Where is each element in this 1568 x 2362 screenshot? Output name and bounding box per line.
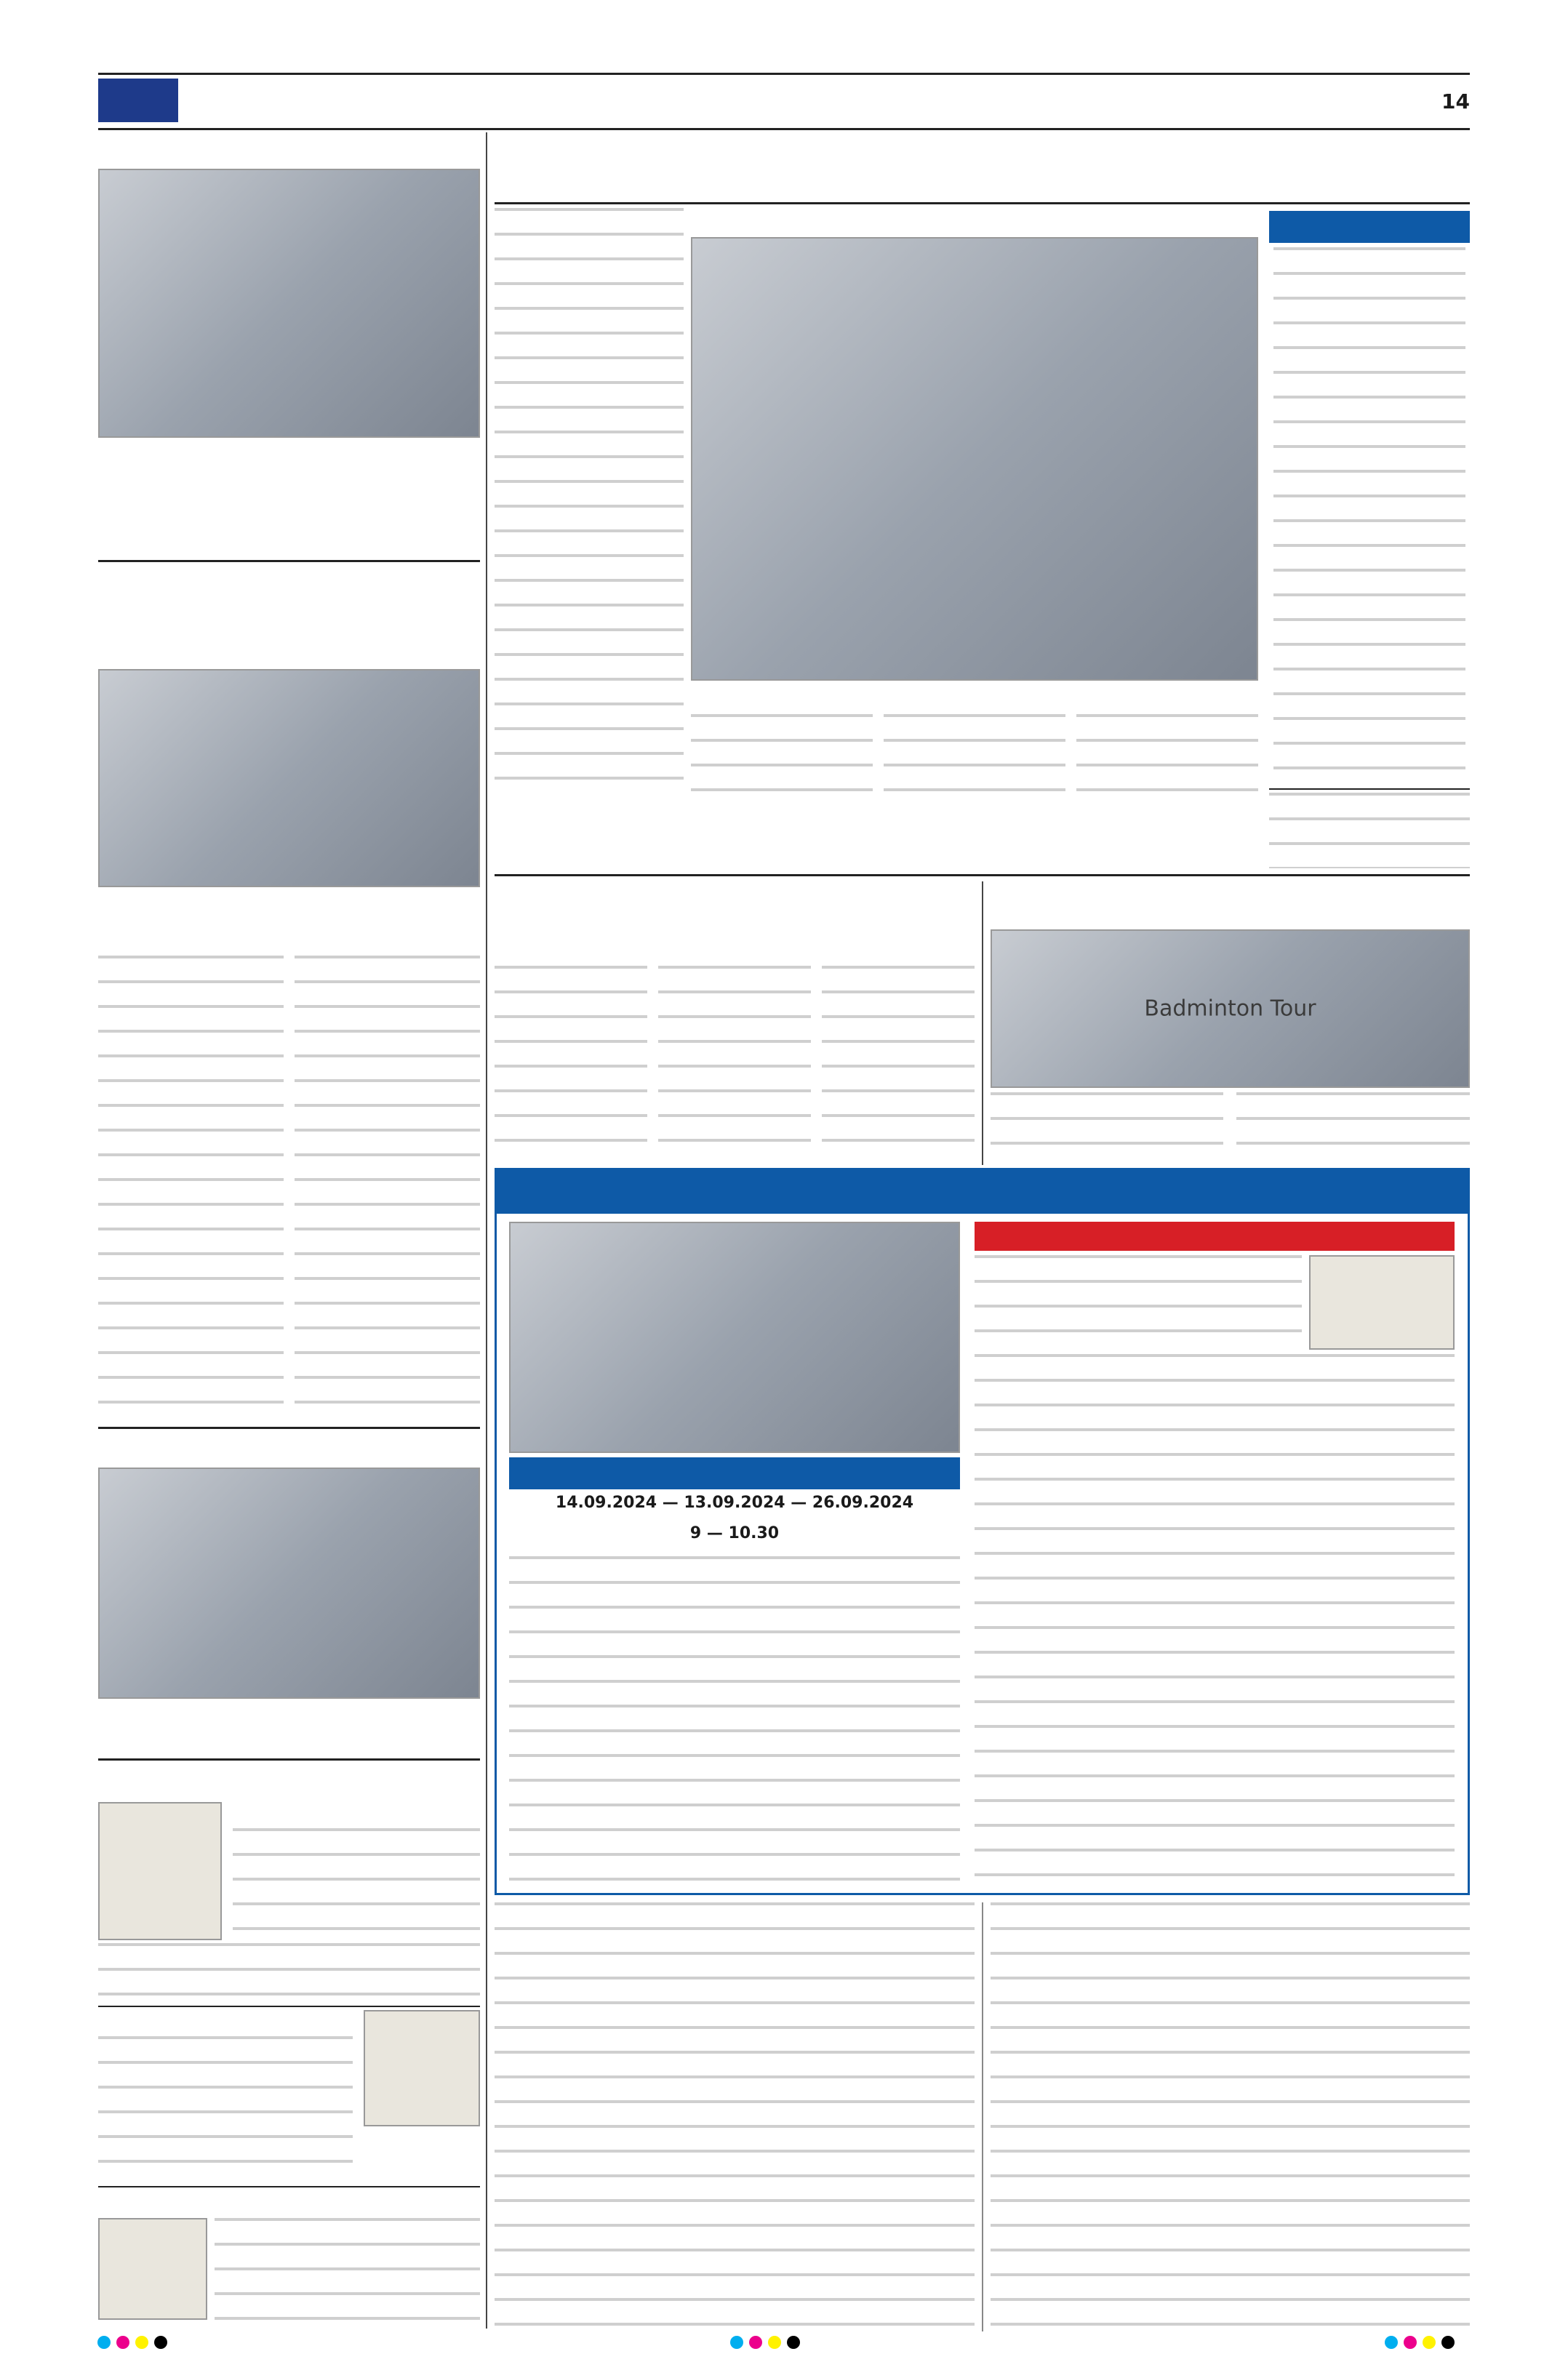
obituary-section-title xyxy=(98,1766,480,1798)
obituary-3-body xyxy=(215,2218,480,2320)
showroom-headline xyxy=(98,137,476,166)
dasara-caption xyxy=(98,890,480,953)
badminton-photo-banner: Badminton Tour xyxy=(1144,996,1316,1022)
lower-events-left xyxy=(495,1902,975,2331)
dasara-body-col-1 xyxy=(98,956,284,1421)
reservation-body-col-2 xyxy=(658,966,811,1161)
badminton-headline xyxy=(991,881,1470,925)
obituary-photo-2 xyxy=(364,2010,480,2126)
registration-marks-left xyxy=(95,2336,255,2353)
mid-separator xyxy=(982,881,983,1165)
badminton-body-col-2 xyxy=(1236,1092,1470,1161)
masthead-bottom-rule xyxy=(98,128,1470,130)
lead-photo-caption xyxy=(691,684,1258,710)
lower-separator xyxy=(982,1902,983,2331)
obituary-2-body xyxy=(98,2036,353,2182)
showroom-caption xyxy=(98,441,480,557)
lead-bottom-rule xyxy=(495,874,1470,876)
lead-body-col-4 xyxy=(1076,714,1258,797)
top-rule xyxy=(98,73,1470,75)
district-headline xyxy=(98,1434,480,1463)
lead-body-col-1 xyxy=(495,208,684,797)
akashavani-title xyxy=(975,1222,1455,1251)
registration-marks-right xyxy=(1382,2336,1542,2353)
obituary-1-body-cont xyxy=(98,1943,480,2001)
obituary-divider-2 xyxy=(98,2186,480,2187)
left-divider-2 xyxy=(98,1427,480,1429)
reservation-body-col-1 xyxy=(495,966,647,1161)
dasara-body-col-2 xyxy=(295,956,480,1421)
left-divider-1 xyxy=(98,560,480,562)
registration-marks-center xyxy=(727,2336,887,2353)
lead-rule xyxy=(495,202,1470,204)
sidebar-box-title xyxy=(1269,211,1470,243)
sidebar-footer-text xyxy=(1269,793,1470,868)
lead-photo-kicker xyxy=(691,208,1258,234)
dasara-headline xyxy=(98,567,480,662)
left-column-separator xyxy=(486,132,487,2329)
obituary-3-name xyxy=(98,2190,480,2215)
panchanga-date-line: 14.09.2024 — 13.09.2024 — 26.09.2024 xyxy=(555,1494,914,1512)
paper-title xyxy=(745,76,1036,127)
district-photo xyxy=(98,1468,480,1699)
mysuru-events-list-right xyxy=(975,1354,1455,1887)
radio-icon xyxy=(1309,1255,1455,1350)
reservation-body-col-3 xyxy=(822,966,975,1161)
dasara-photo xyxy=(98,669,480,887)
sidebar-divider xyxy=(1269,788,1470,790)
issue-date: 14 xyxy=(1441,89,1470,113)
lead-body-col-3 xyxy=(884,714,1065,797)
section-name xyxy=(191,80,467,122)
lead-body-col-2 xyxy=(691,714,873,797)
lower-events-right xyxy=(991,1902,1470,2331)
reservation-headline xyxy=(495,881,975,961)
panchanga-title xyxy=(509,1457,960,1489)
page-number-badge xyxy=(98,79,178,122)
badminton-photo xyxy=(991,929,1470,1088)
lead-photo xyxy=(691,237,1258,681)
mysuru-events-list-left xyxy=(509,1556,960,1887)
palace-photo xyxy=(509,1222,960,1453)
lead-headline xyxy=(495,134,1470,199)
obituary-photo-1 xyxy=(98,1802,222,1940)
district-caption xyxy=(98,1702,480,1753)
obituary-1-body xyxy=(233,1828,480,1942)
mysuru-box-title xyxy=(497,1170,1468,1214)
showroom-photo xyxy=(98,169,480,438)
sidebar-box-body xyxy=(1269,247,1470,785)
obituary-2-name xyxy=(98,2010,360,2035)
obituary-1-name xyxy=(233,1802,480,1827)
obituary-photo-3 xyxy=(98,2218,207,2320)
obituary-divider-1 xyxy=(98,2006,480,2007)
badminton-body-col-1 xyxy=(991,1092,1223,1161)
left-divider-3 xyxy=(98,1758,480,1761)
akashavani-body-top xyxy=(975,1255,1302,1350)
panchanga-time-line: 9 — 10.30 xyxy=(689,1524,780,1542)
